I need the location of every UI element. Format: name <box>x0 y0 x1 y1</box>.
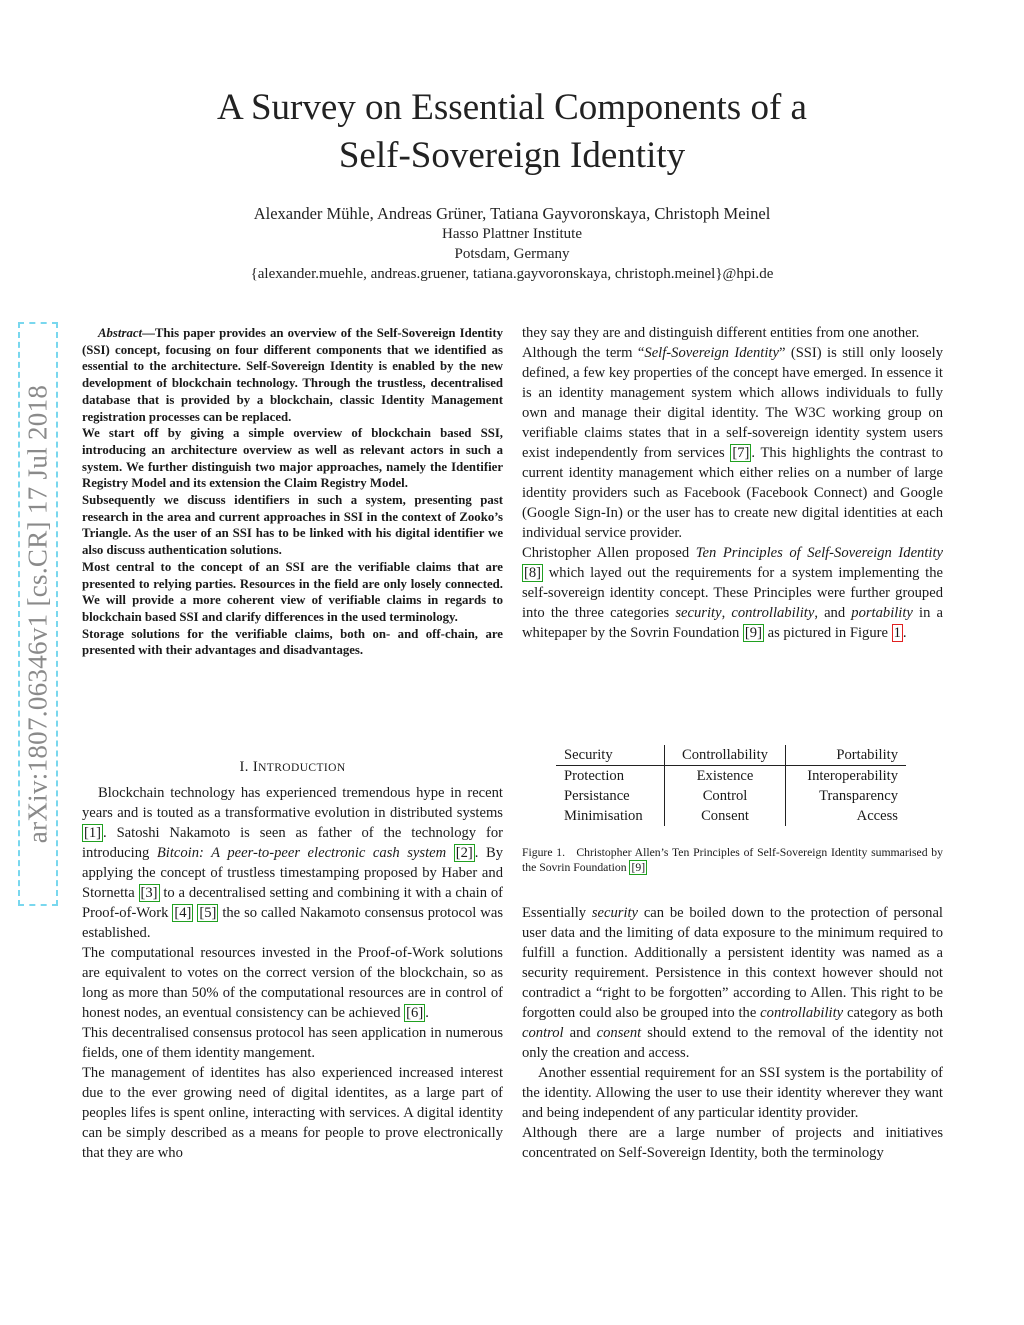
table-row <box>556 786 906 806</box>
table-cell: Existence <box>665 766 786 787</box>
figure-label: Figure 1. <box>522 846 566 859</box>
location: Potsdam, Germany <box>454 246 570 262</box>
arxiv-stamp-text: arXiv:1807.06346v1 [cs.CR] 17 Jul 2018 <box>22 384 53 844</box>
paper-title-line-1: A Survey on Essential Components of a <box>217 87 807 128</box>
table-row <box>556 766 906 787</box>
table-cell: Consent <box>665 806 786 826</box>
affiliation: Hasso Plattner Institute <box>442 226 582 242</box>
author-emails: {alexander.muehle, andreas.gruener, tatiana.gayvoronskaya, christoph.meinel}@hpi.de <box>250 266 774 282</box>
right-column-text <box>522 323 943 643</box>
abstract <box>82 325 503 659</box>
table-header-row <box>556 745 906 766</box>
citation-3[interactable]: [3] <box>140 885 158 901</box>
right-paragraph-2: Christopher Allen proposed Ten Principles of Self-Sovereign Identity [8] which layed out the requirements for a system implementing the self-sovereign identity concept. These Principles were further grouped into the three categories security, controllability, and portability in a whitepaper by the Sovrin Foundation [9] as pictured in Figure 1 . <box>522 545 943 641</box>
section-number: I. <box>239 759 253 775</box>
paper-title-line-2: Self-Sovereign Identity <box>338 135 686 176</box>
abstract-label: Abstract <box>98 326 143 340</box>
abstract-paragraph-1 <box>82 325 503 425</box>
section-heading-introduction <box>82 759 503 776</box>
citation-1[interactable]: [1] <box>84 825 102 841</box>
table-cell: Protection <box>564 768 624 784</box>
citation-4[interactable]: [4] <box>174 905 192 921</box>
abstract-paragraph-4: Most central to the concept of an SSI are the verifiable claims that are presented to relying parties. Resources in the field are only losely connected. We will provide a more coherent view of verifiable claims in regards to blockchain based SSI and clarify differences in the used terminology. <box>82 559 503 624</box>
introduction-text <box>82 783 503 1163</box>
intro-paragraph-4: The management of identites has also experienced increased interest due to the ever growing need of digital identites, as a large part of peoples lifes is spent online, interacting with services. A digital identity can be simply described as a means for people to prove electronically that they are who <box>82 1065 503 1161</box>
right-paragraph-0: they say they are and distinguish different entities from one another. <box>522 325 920 341</box>
abstract-text-1: —This paper provides an overview of the Self-Sovereign Identity (SSI) concept, focusing on four different components that we identified as essential to the architecture. Self-Sovereign Identity is enabled by the new development of blockchain technology. Through the trustless, decentralised database that is provided by a blockchain, classic Identity Management registration processes can be replaced. <box>82 326 503 424</box>
section-title-initial: I <box>252 759 259 775</box>
table-header-controllability: Controllability <box>665 745 786 766</box>
right-paragraph-5: Although there are a large number of projects and initiatives concentrated on Self-Sovereign Identity, both the terminology <box>522 1125 943 1161</box>
caption-citation-9[interactable]: [9] <box>631 861 646 874</box>
table-row <box>556 806 906 826</box>
table-cell: Transparency <box>819 788 898 804</box>
figure-1-caption <box>522 845 943 875</box>
principles-table <box>556 745 906 826</box>
table-cell: Minimisation <box>564 808 643 824</box>
intro-paragraph-3: This decentralised consensus protocol has seen application in numerous fields, one of them identity mangement. <box>82 1025 503 1061</box>
table-cell: Interoperability <box>807 768 898 784</box>
table-cell: Control <box>665 786 786 806</box>
abstract-paragraph-5: Storage solutions for the verifiable claims, both on- and off-chain, are presented with their advantages and disadvantages. <box>82 626 503 658</box>
ssi-term: Self-Sovereign Identity <box>644 345 779 361</box>
abstract-paragraph-3: Subsequently we discuss identifiers in such a system, presenting past research in the area and current approaches in SSI in the context of Zooko’s Triangle. As the user of an SSI has to be linked with his digital identifier we also discuss authentication solutions. <box>82 493 503 558</box>
abstract-paragraph-2: We start off by giving a simple overview of blockchain based SSI, introducing an architecture overview as well as relevant actors in such a system. We further distinguish two major approaches, namely the Identifier Registry Model and its extension the Claim Registry Model. <box>82 426 503 491</box>
table-cell: Persistance <box>564 788 630 804</box>
table-cell: Access <box>856 808 898 824</box>
right-paragraph-1: Although the term “Self-Sovereign Identity” (SSI) is still only loosely defined, a few key properties of the concept have emerged. In essence it is an identity management system which allows individuals to fully own and manage their digital identity. The W3C working group on verifiable claims states that in a self-sovereign identity system users exist independently from services [7] . This highlights the contrast to current identity management which either relies on a number of large identity providers such as Facebook (Facebook Connect) and Google (Google Sign-In) or the user has to create new digital identities at each individual service provider. <box>522 345 944 541</box>
citation-2[interactable]: [2] <box>455 845 473 861</box>
author-list: Alexander Mühle, Andreas Grüner, Tatiana Gayvoronskaya, Christoph Meinel <box>253 204 771 223</box>
ten-principles-title: Ten Principles of Self-Sovereign Identity <box>695 545 943 561</box>
citation-9[interactable]: [9] <box>744 625 762 641</box>
bitcoin-paper-title: Bitcoin: A peer-to-peer electronic cash system <box>156 845 447 861</box>
right-column-text-lower <box>522 903 943 1163</box>
right-paragraph-4: Another essential requirement for an SSI system is the portability of the identity. Allowing the user to use their identity wherever they want and being independent of any particular identity provider. <box>522 1065 943 1121</box>
arxiv-stamp[interactable] <box>18 322 58 906</box>
citation-6[interactable]: [6] <box>406 1005 424 1021</box>
right-paragraph-3: Essentially security can be boiled down to the protection of personal user data and the limiting of data exposure to the minimum required to fulfill a function. Additionally a persistent identity was named as a security requirement. Persistence in this context however should not contradict a “right to be forgotten” according to Allen. This right to be forgotten could also be grouped into the controllability category as both control and consent should extend to the removal of the identity not only the creation and access. <box>522 905 943 1061</box>
paper-title <box>0 84 1024 180</box>
intro-paragraph-2: The computational resources invested in the Proof-of-Work solutions are equivalent to votes on the correct version of the blockchain, so as long as more than 50% of the computational resources are in control of honest nodes, an eventual consistency can be achieved [6] . <box>82 945 503 1021</box>
citation-5[interactable]: [5] <box>199 905 217 921</box>
figure-1-link[interactable]: 1 <box>893 625 901 641</box>
citation-8[interactable]: [8] <box>524 565 542 581</box>
table-header-portability: Portability <box>786 745 907 766</box>
intro-paragraph-1: Blockchain technology has experienced tremendous hype in recent years and is touted as a transformative evolution in distributed systems [1] . Satoshi Nakamoto is seen as father of the technology for introducing Bitcoin: A peer-to-peer electronic cash system [2] . By applying the concept of trustless timestamping proposed by Haber and Stornetta [3] to a decentralised setting and combining it with a chain of Proof-of-Work [4] [5] the so called Nakamoto consensus protocol was established. <box>82 785 504 941</box>
citation-7[interactable]: [7] <box>732 445 750 461</box>
table-header-security: Security <box>556 745 665 766</box>
section-title-rest: NTRODUCTION <box>258 762 346 774</box>
figure-caption-text: Christopher Allen’s Ten Principles of Self-Sovereign Identity summarised by the Sovrin Foundation <box>522 846 943 874</box>
